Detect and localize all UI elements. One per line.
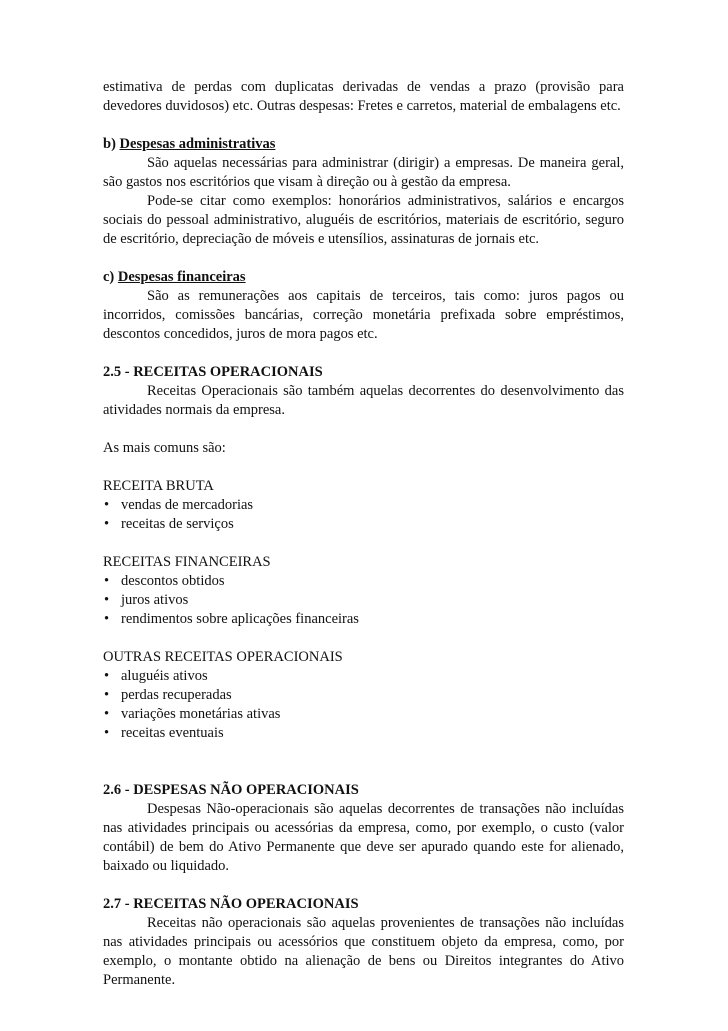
group-title-receita-bruta: RECEITA BRUTA: [103, 478, 214, 494]
bullet-icon: •: [104, 725, 110, 741]
section-25-paragraph-1: Receitas Operacionais são também aquelas decorrentes do desenvolvimento das atividades normais da empresa.: [103, 383, 624, 418]
section-b-paragraph-1: São aquelas necessárias para administrar (dirigir) a empresas. De maneira geral, são gastos nos escritórios que visam à direção ou à gestão da empresa.: [103, 155, 624, 190]
list-item: • rendimentos sobre aplicações financeiras: [104, 611, 359, 627]
list-item: • perdas recuperadas: [104, 687, 232, 703]
section-b-title: Despesas administrativas: [119, 136, 276, 152]
list-item: • receitas eventuais: [104, 725, 224, 741]
bullet-icon: •: [104, 516, 110, 532]
group-title-outras-receitas: OUTRAS RECEITAS OPERACIONAIS: [103, 649, 343, 665]
bullet-icon: •: [104, 611, 110, 627]
list-item: • aluguéis ativos: [104, 668, 208, 684]
section-b-heading: [103, 135, 624, 154]
list-item: • variações monetárias ativas: [104, 706, 281, 722]
section-c-title: Despesas financeiras: [117, 269, 246, 285]
list-outras-receitas: [103, 667, 624, 743]
section-b-marker: b): [103, 136, 116, 152]
section-27-paragraph-1: Receitas não operacionais são aquelas provenientes de transações não incluídas nas atividades principais ou acessórios que constituem objeto da empresa, como, por exemplo, o montante obtido na alienação de bens ou Direitos integrantes do Ativo Permanente.: [103, 915, 624, 988]
section-25-lead: As mais comuns são:: [103, 440, 226, 456]
section-26-heading: 2.6 - DESPESAS NÃO OPERACIONAIS: [103, 782, 359, 798]
list-item: • descontos obtidos: [104, 573, 225, 589]
list-item: • juros ativos: [104, 592, 189, 608]
bullet-icon: •: [104, 687, 110, 703]
list-receitas-financeiras: [103, 572, 624, 629]
section-c-marker: c): [103, 269, 115, 285]
bullet-icon: •: [104, 573, 110, 589]
list-receita-bruta: [103, 496, 624, 534]
list-item: • receitas de serviços: [104, 516, 234, 532]
list-item: • vendas de mercadorias: [104, 497, 254, 513]
section-25-heading: 2.5 - RECEITAS OPERACIONAIS: [103, 364, 323, 380]
page-content: [103, 78, 624, 990]
bullet-icon: •: [104, 668, 110, 684]
section-26-paragraph-1: Despesas Não-operacionais são aquelas decorrentes de transações não incluídas nas atividades principais ou acessórias da empresa, como, por exemplo, o custo (valor contábil) de bem do Ativo Permanente que deve ser apurado quando este for alienado, baixado ou liquidado.: [103, 801, 624, 874]
section-b-paragraph-2: Pode-se citar como exemplos: honorários administrativos, salários e encargos sociais do pessoal administrativo, aluguéis de escritórios, materiais de escritório, seguro de escritório, depreciação de móveis e utensílios, assinaturas de jornais etc.: [103, 193, 624, 247]
bullet-icon: •: [104, 706, 110, 722]
intro-paragraph: estimativa de perdas com duplicatas derivadas de vendas a prazo (provisão para devedores duvidosos) etc. Outras despesas: Fretes e carretos, material de embalagens etc.: [103, 79, 624, 114]
section-27-heading: 2.7 - RECEITAS NÃO OPERACIONAIS: [103, 896, 359, 912]
bullet-icon: •: [104, 592, 110, 608]
section-c-paragraph-1: São as remunerações aos capitais de terceiros, tais como: juros pagos ou incorridos, comissões bancárias, correção monetária prefixada sobre empréstimos, descontos concedidos, juros de mora pagos etc.: [103, 288, 624, 342]
group-title-receitas-financeiras: RECEITAS FINANCEIRAS: [103, 554, 271, 570]
bullet-icon: •: [104, 497, 110, 513]
section-c-heading: [103, 268, 624, 287]
